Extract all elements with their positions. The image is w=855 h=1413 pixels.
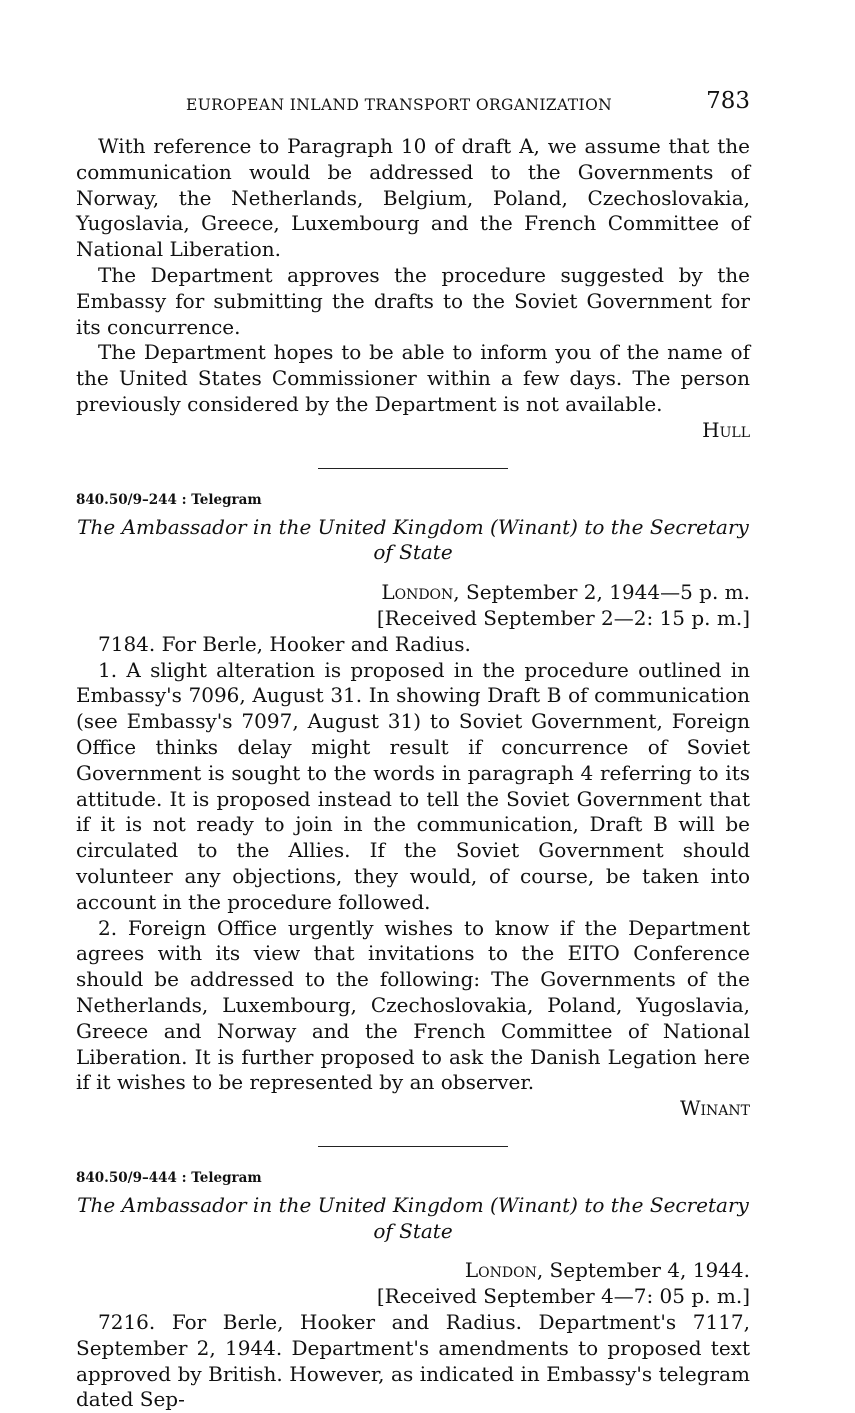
dateline-place: London	[464, 1258, 537, 1283]
dateline-date: , September 2, 1944—5 p. m.	[453, 580, 750, 605]
dateline-place: London	[381, 580, 454, 605]
section-divider	[318, 1146, 508, 1147]
paragraph: With reference to Paragraph 10 of draft A, we assume that the communication would be addressed to the Governments of Norway, the Netherlands, Belgium, Poland, Czechoslovakia, Yugoslavia, Greece, Luxembourg and the French Committee of National Liberation.	[76, 134, 750, 262]
file-reference: 840.50/9–444 : Telegram	[76, 1169, 262, 1186]
document-telegram-7184	[76, 491, 750, 1122]
section-hull-telegram-end	[76, 134, 750, 444]
paragraph: 1. A slight alteration is proposed in the procedure outlined in Embassy's 7096, August 31. In showing Draft B of communication (see Embassy's 7097, August 31) to Soviet Government, Foreign Office thinks delay might result if concurrence of Soviet Government is sought to the words in paragraph 4 referring to its attitude. It is proposed instead to tell the Soviet Government that if it is not ready to join in the communication, Draft B will be circulated to the Allies. If the Soviet Government should volunteer any objections, they would, of course, be taken into account in the procedure followed.	[76, 657, 750, 914]
document-telegram-7216	[76, 1169, 750, 1413]
page-header	[76, 88, 750, 122]
dateline	[76, 1258, 750, 1310]
dateline-date: , September 4, 1944.	[536, 1258, 750, 1283]
dateline-received: [Received September 4—7: 05 p. m.]	[376, 1284, 750, 1309]
signature-winant: Winant	[679, 1096, 750, 1121]
dateline-sent	[76, 580, 750, 606]
paragraph: The Department hopes to be able to inform you of the name of the United States Commissioner within a few days. The person previously considered by the Department is not available.	[76, 340, 750, 416]
document-title: The Ambassador in the United Kingdom (Winant) to the Secretary of State	[77, 1192, 749, 1243]
page-number: 783	[706, 88, 750, 114]
document-title: The Ambassador in the United Kingdom (Winant) to the Secretary of State	[77, 514, 749, 565]
paragraph: 7184. For Berle, Hooker and Radius.	[98, 631, 471, 656]
paragraph: 2. Foreign Office urgently wishes to know if the Department agrees with its view that invitations to the EITO Conference should be addressed to the following: The Governments of the Netherlands, Luxembourg, Czechoslovakia, Poland, Yugoslavia, Greece and Norway and the French Committee of National Liberation. It is further proposed to ask the Danish Legation here if it wishes to be represented by an observer.	[76, 915, 750, 1095]
file-reference: 840.50/9–244 : Telegram	[76, 491, 262, 508]
dateline-sent	[76, 1258, 750, 1284]
signature-hull: Hull	[702, 417, 750, 442]
dateline	[76, 580, 750, 632]
running-title: EUROPEAN INLAND TRANSPORT ORGANIZATION	[186, 96, 613, 114]
dateline-received: [Received September 2—2: 15 p. m.]	[376, 605, 750, 630]
section-divider	[318, 468, 508, 469]
paragraph: 7216. For Berle, Hooker and Radius. Department's 7117, September 2, 1944. Department's amendments to proposed text approved by British. However, as indicated in Embassy's telegram dated Sep-	[76, 1310, 750, 1412]
page-body	[76, 134, 750, 1413]
paragraph: The Department approves the procedure suggested by the Embassy for submitting the drafts to the Soviet Government for its concurrence.	[76, 262, 750, 339]
